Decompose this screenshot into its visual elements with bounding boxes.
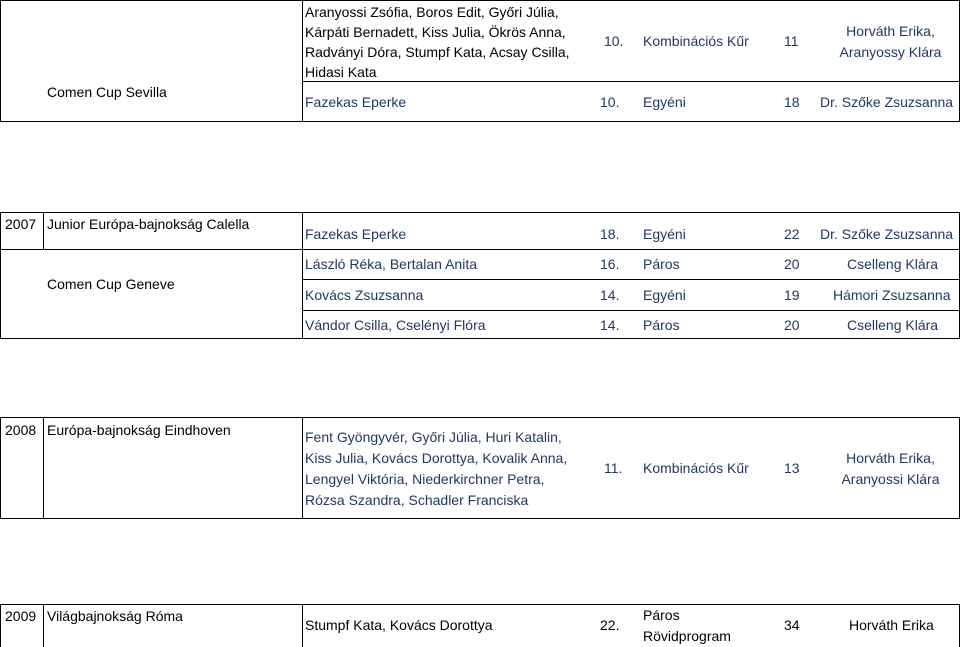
grid-line — [43, 417, 44, 519]
count-cell: 20 — [784, 317, 800, 333]
grid-line — [0, 417, 1, 519]
coach-cell: Dr. Szőke Zsuzsanna — [820, 94, 954, 110]
event-name: Junior Európa-bajnokság Calella — [47, 216, 250, 232]
event-name: Comen Cup Sevilla — [47, 84, 167, 100]
coach-cell: Horváth Erika, Aranyossi Klára — [841, 450, 940, 487]
discipline-cell: Kombinációs Kűr — [643, 33, 749, 49]
athletes-cell: Fazekas Eperke — [305, 94, 407, 110]
discipline-cell: Egyéni — [643, 226, 686, 242]
grid-line — [0, 212, 960, 213]
coach-cell: Hámori Zsuzsanna — [833, 287, 951, 303]
grid-line — [43, 212, 44, 250]
place-cell: 18. — [600, 226, 620, 242]
discipline-cell: Kombinációs Kűr — [643, 460, 749, 476]
athletes-cell: Vándor Csilla, Cselényi Flóra — [305, 317, 486, 333]
coach-cell: Horváth Erika, Aranyossy Klára — [839, 23, 942, 60]
place-cell: 11. — [604, 460, 623, 476]
grid-line — [0, 604, 1, 647]
grid-line — [0, 0, 1, 122]
discipline-cell: Páros — [643, 317, 680, 333]
year-cell: 2009 — [5, 608, 37, 624]
grid-line — [43, 604, 44, 647]
event-name: Comen Cup Geneve — [47, 276, 175, 292]
grid-line — [0, 604, 960, 605]
count-cell: 34 — [784, 617, 800, 633]
grid-line — [302, 279, 960, 280]
year-cell: 2008 — [5, 422, 37, 438]
coach-cell: Cselleng Klára — [847, 317, 939, 333]
count-cell: 18 — [784, 94, 800, 110]
grid-line — [302, 604, 303, 647]
coach-cell: Horváth Erika — [849, 617, 934, 633]
count-cell: 11 — [784, 33, 799, 49]
coach-cell: Dr. Szőke Zsuzsanna — [820, 226, 954, 242]
grid-line — [302, 0, 303, 122]
athletes-cell: Aranyossi Zsófia, Boros Edit, Győri Júlia, Kárpáti Bernadett, Kiss Julia, Ökrös Anna, Radványi Dóra, Stumpf Kata, Acsay Csilla, Hidasi Kata — [305, 4, 570, 80]
place-cell: 14. — [600, 317, 620, 333]
athletes-cell: László Réka, Bertalan Anita — [305, 256, 477, 272]
count-cell: 19 — [784, 287, 800, 303]
grid-line — [0, 212, 1, 339]
athletes-cell: Fent Gyöngyvér, Győri Júlia, Huri Katalin, Kiss Julia, Kovács Dorottya, Kovalik Anna, Lengyel Viktória, Niederkirchner Petra, Rózsa Szandra, Schadler Franciska — [305, 429, 568, 508]
year-cell: 2007 — [5, 216, 37, 232]
event-name: Európa-bajnokság Eindhoven — [47, 422, 231, 438]
grid-line — [0, 0, 960, 1]
athletes-cell: Fazekas Eperke — [305, 226, 407, 242]
discipline-cell: Páros Rövidprogram — [643, 607, 731, 644]
coach-cell: Cselleng Klára — [847, 256, 939, 272]
place-cell: 14. — [600, 287, 620, 303]
grid-line — [302, 417, 303, 519]
grid-line — [302, 212, 303, 339]
place-cell: 10. — [604, 33, 624, 49]
grid-line — [0, 518, 960, 519]
count-cell: 13 — [784, 460, 800, 476]
count-cell: 22 — [784, 226, 800, 242]
place-cell: 16. — [600, 256, 620, 272]
place-cell: 10. — [600, 94, 620, 110]
count-cell: 20 — [784, 256, 800, 272]
athletes-cell: Stumpf Kata, Kovács Dorottya — [305, 617, 493, 633]
place-cell: 22. — [600, 617, 620, 633]
event-name: Világbajnokság Róma — [47, 608, 183, 624]
grid-line — [0, 417, 960, 418]
discipline-cell: Egyéni — [643, 94, 686, 110]
grid-line — [0, 121, 960, 122]
discipline-cell: Egyéni — [643, 287, 686, 303]
discipline-cell: Páros — [643, 256, 680, 272]
grid-line — [0, 249, 960, 250]
grid-line — [302, 310, 960, 311]
grid-line — [0, 338, 960, 339]
athletes-cell: Kovács Zsuzsanna — [305, 287, 424, 303]
